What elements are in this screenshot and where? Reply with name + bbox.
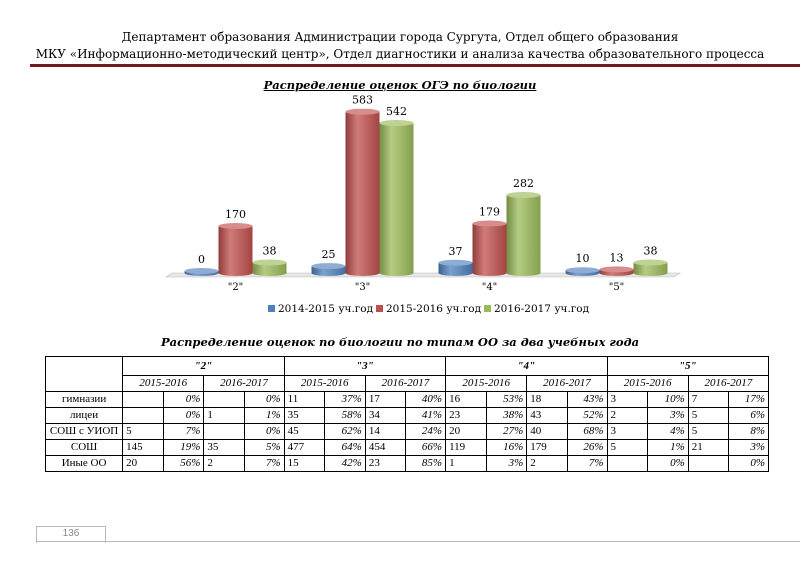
count-cell: 1	[446, 456, 487, 472]
percent-cell: 19%	[163, 440, 204, 456]
count-cell: 35	[284, 408, 325, 424]
data-label: 37	[448, 244, 463, 258]
legend-item	[268, 303, 374, 315]
bar	[439, 260, 473, 276]
table-row	[46, 440, 769, 456]
percent-cell: 7%	[163, 424, 204, 440]
data-label: 13	[609, 251, 624, 265]
year-header: 2016-2017	[204, 376, 284, 392]
category-label: "3"	[354, 282, 371, 293]
percent-cell: 64%	[325, 440, 366, 456]
chart-title: Распределение оценок ОГЭ по биологии	[263, 78, 537, 92]
table-row	[46, 408, 769, 424]
table-row	[46, 392, 769, 408]
percent-cell: 40%	[406, 392, 446, 408]
percent-cell: 17%	[729, 392, 769, 408]
grade-header: "3"	[284, 357, 445, 376]
percent-cell: 3%	[648, 408, 689, 424]
count-cell: 15	[284, 456, 325, 472]
percent-cell: 7%	[567, 456, 607, 472]
percent-cell: 42%	[325, 456, 366, 472]
percent-cell: 0%	[163, 392, 204, 408]
bar	[507, 192, 541, 276]
count-cell: 5	[123, 424, 164, 440]
grade-header: "2"	[123, 357, 284, 376]
percent-cell: 66%	[406, 440, 446, 456]
count-cell: 5	[688, 408, 729, 424]
percent-cell: 58%	[325, 408, 366, 424]
count-cell	[204, 424, 245, 440]
bar	[600, 266, 634, 276]
legend-item	[376, 303, 482, 315]
data-label: 542	[386, 105, 407, 119]
data-label: 583	[352, 93, 373, 107]
grade-header: "5"	[607, 357, 768, 376]
count-cell: 119	[446, 440, 487, 456]
year-header: 2015-2016	[446, 376, 527, 392]
bar	[253, 259, 287, 276]
legend-swatch	[268, 305, 275, 312]
year-header: 2016-2017	[527, 376, 607, 392]
percent-cell: 1%	[244, 408, 284, 424]
bar	[346, 109, 380, 276]
count-cell: 2	[527, 456, 568, 472]
count-cell	[123, 408, 164, 424]
count-cell: 454	[365, 440, 406, 456]
bar	[219, 223, 253, 276]
percent-cell: 3%	[729, 440, 769, 456]
data-label: 38	[262, 244, 277, 258]
percent-cell: 4%	[648, 424, 689, 440]
count-cell: 43	[527, 408, 568, 424]
corner-cell	[46, 357, 123, 392]
legend-item	[484, 303, 590, 315]
row-label: Иные ОО	[46, 456, 123, 472]
data-label: 10	[575, 252, 590, 266]
grade-header-row	[46, 357, 769, 376]
count-cell: 35	[204, 440, 245, 456]
count-cell	[607, 456, 648, 472]
count-cell: 145	[123, 440, 164, 456]
percent-cell: 41%	[406, 408, 446, 424]
percent-cell: 26%	[567, 440, 607, 456]
count-cell: 5	[607, 440, 648, 456]
count-cell	[204, 392, 245, 408]
data-label: 25	[321, 248, 336, 262]
count-cell: 14	[365, 424, 406, 440]
percent-cell: 37%	[325, 392, 366, 408]
year-header: 2015-2016	[607, 376, 688, 392]
bar	[380, 120, 414, 276]
count-cell: 20	[123, 456, 164, 472]
percent-cell: 38%	[486, 408, 527, 424]
count-cell	[123, 392, 164, 408]
bar	[185, 268, 219, 276]
table-title: Распределение оценок по биологии по типам ОО за два учебных года	[160, 335, 640, 349]
legend-swatch	[484, 305, 491, 312]
percent-cell: 0%	[244, 392, 284, 408]
legend-swatch	[376, 305, 383, 312]
count-cell: 34	[365, 408, 406, 424]
legend-label: 2015-2016 уч.год	[386, 303, 482, 315]
percent-cell: 62%	[325, 424, 366, 440]
row-label: СОШ с УИОП	[46, 424, 123, 440]
percent-cell: 8%	[729, 424, 769, 440]
header-department: Департамент образования Администрации города Сургута, Отдел общего образования	[121, 30, 679, 44]
bar	[473, 220, 507, 276]
legend-label: 2014-2015 уч.год	[278, 303, 374, 315]
percent-cell: 0%	[163, 408, 204, 424]
count-cell: 21	[688, 440, 729, 456]
percent-cell: 52%	[567, 408, 607, 424]
percent-cell: 7%	[244, 456, 284, 472]
count-cell: 11	[284, 392, 325, 408]
count-cell: 17	[365, 392, 406, 408]
percent-cell: 43%	[567, 392, 607, 408]
row-label: лицеи	[46, 408, 123, 424]
year-header: 2016-2017	[688, 376, 768, 392]
year-header: 2015-2016	[284, 376, 365, 392]
count-cell: 20	[446, 424, 487, 440]
percent-cell: 68%	[567, 424, 607, 440]
grades-table	[45, 356, 769, 472]
year-header-row	[46, 376, 769, 392]
count-cell: 23	[365, 456, 406, 472]
row-label: СОШ	[46, 440, 123, 456]
row-label: гимназии	[46, 392, 123, 408]
year-header: 2015-2016	[123, 376, 204, 392]
count-cell: 2	[607, 408, 648, 424]
percent-cell: 27%	[486, 424, 527, 440]
category-label: "5"	[608, 282, 625, 293]
bar	[312, 263, 346, 276]
percent-cell: 16%	[486, 440, 527, 456]
count-cell: 7	[688, 392, 729, 408]
data-label: 170	[225, 207, 246, 221]
category-label: "2"	[227, 282, 244, 293]
page-number: 136	[62, 528, 80, 539]
footer-divider	[36, 541, 800, 542]
count-cell: 2	[204, 456, 245, 472]
count-cell: 16	[446, 392, 487, 408]
count-cell	[688, 456, 729, 472]
table-row	[46, 424, 769, 440]
percent-cell: 53%	[486, 392, 527, 408]
count-cell: 179	[527, 440, 568, 456]
data-label: 38	[643, 244, 658, 258]
data-label: 282	[513, 176, 534, 190]
percent-cell: 56%	[163, 456, 204, 472]
bar	[566, 267, 600, 276]
percent-cell: 0%	[648, 456, 689, 472]
percent-cell: 0%	[244, 424, 284, 440]
percent-cell: 6%	[729, 408, 769, 424]
legend-label: 2016-2017 уч.год	[494, 303, 590, 315]
count-cell: 1	[204, 408, 245, 424]
category-label: "4"	[481, 282, 498, 293]
percent-cell: 10%	[648, 392, 689, 408]
header-center: МКУ «Информационно-методический центр», Отдел диагностики и анализа качества образовательного процесса	[35, 47, 765, 61]
count-cell: 23	[446, 408, 487, 424]
grade-header: "4"	[446, 357, 607, 376]
bar	[634, 259, 668, 276]
data-label: 0	[198, 253, 205, 266]
count-cell: 40	[527, 424, 568, 440]
percent-cell: 1%	[648, 440, 689, 456]
percent-cell: 0%	[729, 456, 769, 472]
count-cell: 477	[284, 440, 325, 456]
count-cell: 5	[688, 424, 729, 440]
table-row	[46, 456, 769, 472]
count-cell: 3	[607, 392, 648, 408]
percent-cell: 5%	[244, 440, 284, 456]
count-cell: 45	[284, 424, 325, 440]
percent-cell: 3%	[486, 456, 527, 472]
count-cell: 18	[527, 392, 568, 408]
count-cell: 3	[607, 424, 648, 440]
percent-cell: 24%	[406, 424, 446, 440]
percent-cell: 85%	[406, 456, 446, 472]
data-label: 179	[479, 205, 500, 219]
year-header: 2016-2017	[365, 376, 445, 392]
